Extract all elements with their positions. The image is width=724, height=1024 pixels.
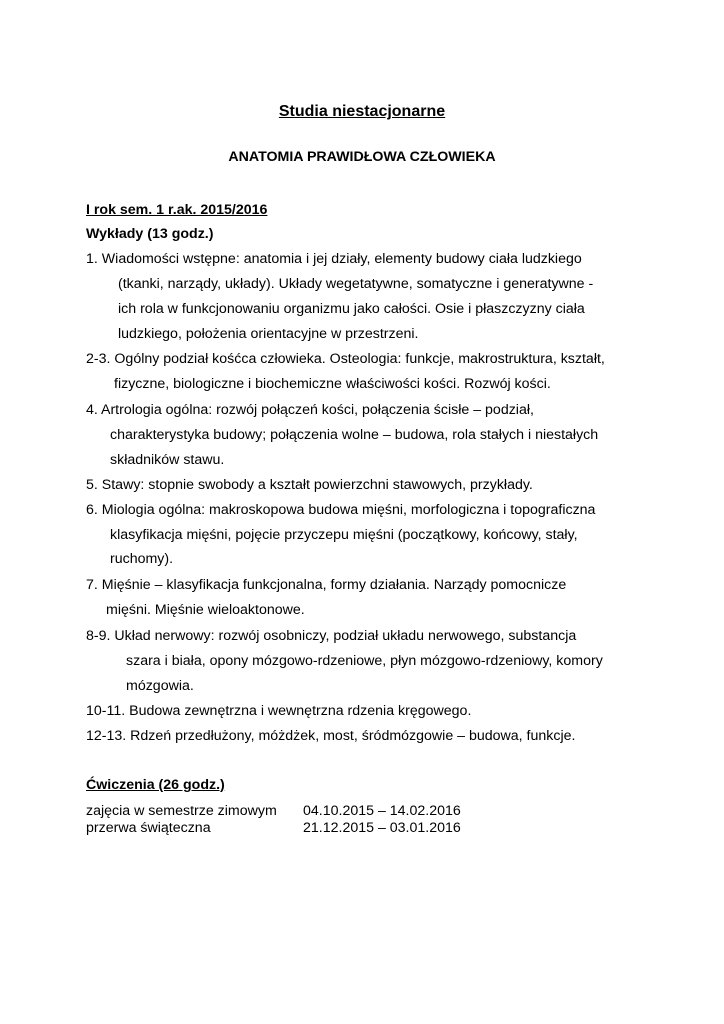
exercises-heading: Ćwiczenia (26 godz.) <box>86 777 225 793</box>
lecture-line: 2-3. Ogólny podział kośćca człowieka. Osteologia: funkcje, makrostruktura, kształt, <box>86 351 605 367</box>
lecture-line: (tkanki, narządy, układy). Układy wegetatywne, somatyczne i generatywne - <box>118 276 594 292</box>
lectures-heading: Wykłady (13 godz.) <box>86 226 214 242</box>
page-title: Studia niestacjonarne <box>278 103 446 120</box>
lecture-line: 10-11. Budowa zewnętrzna i wewnętrzna rdzenia kręgowego. <box>86 703 472 719</box>
schedule-dates: 04.10.2015 – 14.02.2016 <box>303 803 461 819</box>
lecture-line: charakterystyka budowy; połączenia wolne – budowa, rola stałych i niestałych <box>110 427 599 443</box>
lecture-line: ludzkiego, położenia orientacyjne w przestrzeni. <box>118 326 419 342</box>
lecture-line: mózgowia. <box>126 678 194 694</box>
lecture-line: mięśni. Mięśnie wieloaktonowe. <box>106 602 305 618</box>
schedule-label: zajęcia w semestrze zimowym <box>86 803 277 819</box>
lecture-line: 5. Stawy: stopnie swobody a kształt powierzchni stawowych, przykłady. <box>86 477 533 493</box>
course-title: ANATOMIA PRAWIDŁOWA CZŁOWIEKA <box>228 149 496 165</box>
lecture-line: 12-13. Rdzeń przedłużony, móżdżek, most, śródmózgowie – budowa, funkcje. <box>86 728 576 744</box>
year-line: I rok sem. 1 r.ak. 2015/2016 <box>86 202 268 218</box>
lecture-line: składników stawu. <box>110 452 225 468</box>
lecture-line: szara i biała, opony mózgowo-rdzeniowe, płyn mózgowo-rdzeniowy, komory <box>126 653 603 669</box>
lecture-line: 1. Wiadomości wstępne: anatomia i jej działy, elementy budowy ciała ludzkiego <box>86 251 582 267</box>
lecture-line: fizyczne, biologiczne i biochemiczne właściwości kości. Rozwój kości. <box>114 376 551 392</box>
lecture-line: ruchomy). <box>110 551 174 567</box>
lecture-line: 8-9. Układ nerwowy: rozwój osobniczy, podział układu nerwowego, substancja <box>86 628 577 644</box>
lecture-line: 6. Miologia ogólna: makroskopowa budowa mięśni, morfologiczna i topograficzna <box>86 502 596 518</box>
lecture-line: 7. Mięśnie – klasyfikacja funkcjonalna, formy działania. Narządy pomocnicze <box>86 577 567 593</box>
lecture-line: ich rola w funkcjonowaniu organizmu jako całości. Osie i płaszczyzny ciała <box>118 301 585 317</box>
schedule-label: przerwa świąteczna <box>86 820 211 836</box>
schedule-dates: 21.12.2015 – 03.01.2016 <box>303 820 461 836</box>
lecture-line: 4. Artrologia ogólna: rozwój połączeń kości, połączenia ścisłe – podział, <box>86 402 534 418</box>
lecture-line: klasyfikacja mięśni, pojęcie przyczepu mięśni (początkowy, końcowy, stały, <box>110 527 578 543</box>
